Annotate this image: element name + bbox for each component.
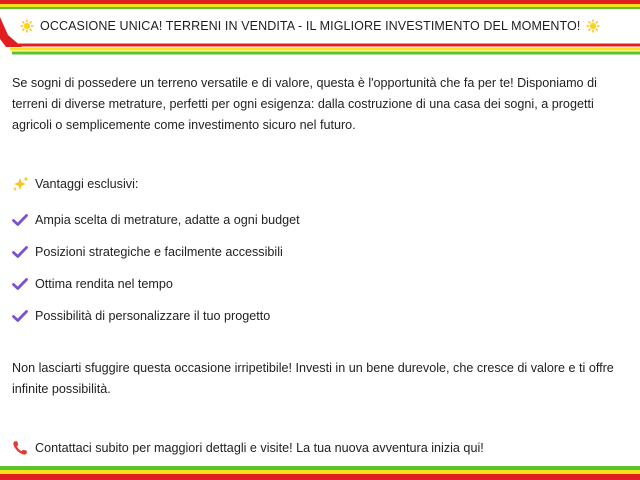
advantage-label: Possibilità di personalizzare il tuo progetto [35, 309, 271, 323]
sun-icon [20, 19, 34, 33]
list-item [12, 236, 300, 268]
phone-icon [12, 440, 28, 456]
banner-title: OCCASIONE UNICA! TERRENI IN VENDITA - IL MIGLIORE INVESTIMENTO DEL MOMENTO! [40, 19, 581, 33]
intro-paragraph: Se sogni di possedere un terreno versatile e di valore, questa è l'opportunità che fa per te! Disponiamo di terreni di diverse metrature, perfetti per ogni esigenza: dalla costruzione di una casa dei sogni, a progetti agricoli o semplicemente come investimento sicuro nel futuro. [12, 76, 597, 132]
advantage-label: Posizioni strategiche e facilmente accessibili [35, 245, 283, 259]
list-item [12, 268, 300, 300]
advantages-heading: Vantaggi esclusivi: [35, 177, 139, 191]
banner-title-row [14, 15, 606, 37]
check-icon [12, 213, 28, 227]
advantage-label: Ottima rendita nel tempo [35, 277, 173, 291]
closing-paragraph: Non lasciarti sfuggire questa occasione irripetibile! Investi in un bene durevole, che cresce di valore e ti offre infinite possibilità. [12, 361, 614, 396]
sun-icon [586, 19, 600, 33]
advantages-list [12, 204, 300, 332]
advantages-heading-row [12, 174, 138, 194]
contact-text: Contattaci subito per maggiori dettagli e visite! La tua nuova avventura inizia qui! [35, 441, 484, 455]
check-icon [12, 245, 28, 259]
advantage-label: Ampia scelta di metrature, adatte a ogni budget [35, 213, 300, 227]
title-banner [0, 9, 640, 55]
sparkles-icon [12, 176, 30, 192]
check-icon [12, 309, 28, 323]
contact-row [12, 438, 484, 458]
list-item [12, 300, 300, 332]
check-icon [12, 277, 28, 291]
bottom-red-stripe [0, 474, 640, 480]
list-item [12, 204, 300, 236]
